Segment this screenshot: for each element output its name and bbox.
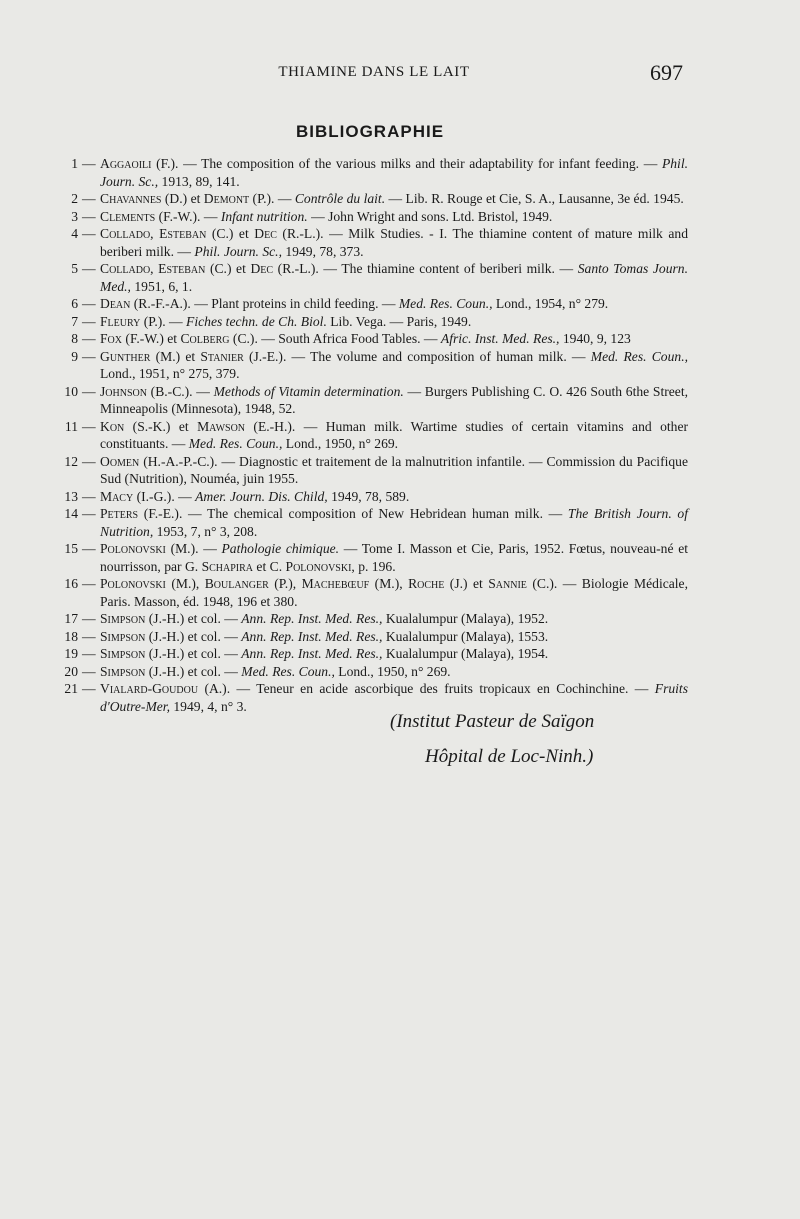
reference-number: 12	[64, 453, 78, 469]
reference-number: 2	[71, 191, 78, 206]
section-title: BIBLIOGRAPHIE	[295, 122, 445, 141]
source-title: Contrôle du lait.	[294, 191, 386, 206]
reference-number: 19	[64, 646, 78, 661]
reference-segment: (P.). —	[249, 191, 295, 206]
author-name: Oomen	[100, 453, 140, 469]
reference-number: 18	[64, 628, 78, 644]
running-title: THIAMINE DANS LE LAIT	[278, 64, 470, 80]
reference-text	[100, 190, 688, 208]
reference-segment: 1953, 7, n° 3, 208.	[153, 523, 258, 539]
reference-entry	[58, 225, 688, 260]
reference-entry	[58, 610, 688, 628]
author-name: Simpson	[100, 611, 146, 626]
reference-entry	[58, 348, 688, 383]
author-name: Vialard-Goudou	[100, 681, 199, 696]
reference-entry	[58, 260, 688, 295]
reference-segment: (S.-K.) et	[124, 418, 198, 434]
reference-dash: —	[82, 191, 96, 206]
reference-entry	[58, 208, 688, 226]
reference-text	[100, 418, 688, 453]
reference-segment: 1951, 6, 1.	[130, 278, 193, 294]
reference-number: 6	[71, 296, 78, 311]
author-name: Stanier	[200, 348, 244, 364]
reference-text	[100, 348, 688, 383]
author-name: Simpson	[100, 646, 146, 661]
author-name: Sannie	[488, 576, 527, 591]
reference-dash: —	[82, 261, 96, 276]
reference-number: 10	[64, 383, 78, 399]
reference-number: 16	[64, 576, 78, 591]
reference-segment: (D.) et	[161, 191, 204, 206]
page-number: 697	[650, 60, 683, 85]
reference-segment: (R.-F.-A.). — Plant proteins in child feeding. —	[130, 296, 399, 311]
reference-segment: (M.),	[369, 576, 409, 591]
reference-entry	[58, 645, 688, 663]
reference-segment: — Tome I. Masson et Cie, Paris, 1952. Fœtus, nouveau-né et nourrisson, par G.	[100, 541, 689, 574]
signature-institution: (Institut Pasteur de Saïgon	[390, 711, 595, 732]
signature-hospital: Hôpital de Loc-Ninh.)	[425, 746, 594, 767]
reference-dash: —	[82, 611, 96, 626]
reference-text	[100, 383, 688, 418]
reference-segment: Lond., 1950, n° 269.	[282, 436, 399, 451]
reference-segment: Lib. Vega. — Paris, 1949.	[326, 313, 472, 329]
reference-entry	[58, 628, 688, 646]
reference-number: 20	[64, 663, 78, 679]
source-title: Amer. Journ. Dis. Child,	[195, 488, 328, 504]
reference-segment: — Burgers Publishing C. O. 426 South 6the Street, Minneapolis (Minnesota), 1948, 52.	[100, 383, 688, 416]
reference-entry	[58, 330, 688, 348]
reference-segment: (M.) et	[150, 348, 201, 364]
reference-number: 17	[64, 611, 78, 626]
author-name: Dean	[100, 296, 131, 311]
reference-text	[100, 260, 688, 295]
reference-text	[100, 453, 688, 488]
reference-segment: (M.),	[165, 576, 205, 591]
reference-dash: —	[82, 681, 96, 696]
reference-dash: —	[82, 313, 96, 329]
reference-text	[100, 208, 688, 226]
reference-segment: (C.). — South Africa Food Tables. —	[229, 331, 441, 346]
author-name: Simpson	[100, 663, 146, 679]
source-title: Med. Res. Coun.,	[590, 348, 688, 364]
reference-dash: —	[82, 296, 96, 311]
reference-text	[100, 610, 688, 628]
reference-segment: (C.) et	[206, 226, 255, 241]
reference-segment: (B.-C.). —	[146, 383, 214, 399]
reference-segment: Kualalumpur (Malaya), 1952.	[382, 611, 549, 626]
author-name: Collado, Esteban	[100, 261, 206, 276]
reference-segment: (C.). — Biologie Médicale, Paris. Masson, éd. 1948, 196 et 380.	[100, 576, 688, 609]
author-name: Simpson	[100, 628, 146, 644]
reference-text	[100, 155, 688, 190]
reference-segment: 1949, 78, 589.	[327, 488, 410, 504]
reference-dash: —	[82, 226, 96, 241]
reference-dash: —	[82, 331, 96, 346]
reference-entry	[58, 418, 688, 453]
reference-text	[100, 313, 688, 331]
author-name: Fox	[100, 331, 123, 346]
reference-text	[100, 645, 688, 663]
reference-entry	[58, 575, 688, 610]
reference-segment: (J.) et	[444, 576, 489, 591]
reference-segment: (J.-H.) et col. —	[145, 646, 242, 661]
reference-segment: (C.) et	[205, 261, 251, 276]
source-title: Fruits d'Outre-Mer,	[100, 681, 688, 714]
source-title: Afric. Inst. Med. Res.,	[440, 331, 560, 346]
author-name: Machebœuf	[301, 576, 370, 591]
reference-segment: (F.). — The composition of the various milks and their adaptability for infant feeding. —	[151, 156, 662, 171]
reference-segment: (P.). —	[140, 313, 187, 329]
reference-entry	[58, 295, 688, 313]
reference-number: 5	[71, 261, 78, 276]
reference-number: 4	[71, 226, 78, 241]
source-title: Ann. Rep. Inst. Med. Res.,	[241, 611, 383, 626]
reference-number: 1	[71, 156, 78, 171]
reference-number: 14	[64, 506, 78, 521]
author-name: Chavannes	[100, 191, 162, 206]
source-title: Methods of Vitamin determination.	[213, 383, 404, 399]
reference-text	[100, 330, 688, 348]
reference-text	[100, 680, 688, 715]
reference-number: 8	[71, 331, 78, 346]
reference-segment: (J.-H.) et col. —	[145, 628, 242, 644]
source-title: The British Journ. of Nutrition,	[100, 506, 688, 539]
reference-entry	[58, 313, 688, 331]
reference-dash: —	[82, 418, 96, 434]
reference-segment: Kualalumpur (Malaya), 1553.	[382, 628, 549, 644]
reference-segment: (R.-L.). — Milk Studies. - I. The thiamine content of mature milk and beriberi milk. —	[100, 226, 688, 259]
reference-segment: (A.). — Teneur en acide ascorbique des fruits tropicaux en Cochinchine. —	[198, 681, 655, 696]
reference-number: 15	[64, 541, 78, 556]
reference-segment: — John Wright and sons. Ltd. Bristol, 1949.	[307, 208, 553, 224]
reference-dash: —	[82, 348, 96, 364]
reference-number: 3	[71, 208, 78, 224]
reference-text	[100, 295, 688, 313]
reference-entry	[58, 155, 688, 190]
reference-entry	[58, 663, 688, 681]
source-title: Pathologie chimique.	[221, 541, 340, 556]
bibliography-list	[58, 155, 688, 715]
reference-text	[100, 628, 688, 646]
author-name: Fleury	[100, 313, 141, 329]
reference-dash: —	[82, 576, 96, 591]
reference-segment: (F.-W.) et	[122, 331, 181, 346]
reference-number: 21	[64, 681, 78, 696]
author-name: Colberg	[180, 331, 230, 346]
reference-segment: 1949, 78, 373.	[281, 243, 364, 259]
reference-dash: —	[82, 156, 96, 171]
reference-entry	[58, 383, 688, 418]
reference-segment: (J.-E.). — The volume and composition of human milk. —	[243, 348, 591, 364]
reference-segment: 1913, 89, 141.	[158, 173, 240, 189]
source-title: Ann. Rep. Inst. Med. Res.,	[241, 646, 383, 661]
reference-text	[100, 540, 688, 575]
reference-segment: Lond., 1954, n° 279.	[492, 296, 609, 311]
reference-dash: —	[82, 506, 96, 521]
source-title: Fiches techn. de Ch. Biol.	[186, 313, 327, 329]
reference-dash: —	[82, 663, 96, 679]
author-name: Clements	[100, 208, 156, 224]
source-title: Phil. Journ. Sc.,	[194, 243, 282, 259]
reference-segment: et C.	[253, 558, 286, 574]
reference-text	[100, 488, 688, 506]
reference-dash: —	[82, 453, 96, 469]
reference-segment: (J.-H.) et col. —	[145, 611, 242, 626]
reference-segment: (H.-A.-P.-C.). — Diagnostic et traitement de la malnutrition infantile. — Commission du Pacifique Sud (Nutrition), Nouméa, juin 1955.	[100, 453, 688, 486]
author-name: Polonovski	[285, 558, 352, 574]
reference-text	[100, 505, 688, 540]
source-title: Santo Tomas Journ. Med.,	[100, 261, 688, 294]
source-title: Ann. Rep. Inst. Med. Res.,	[241, 628, 383, 644]
author-name: Dec	[254, 226, 277, 241]
reference-segment: 1949, 4, n° 3.	[169, 698, 247, 714]
reference-entry	[58, 540, 688, 575]
reference-entry	[58, 190, 688, 208]
reference-number: 9	[71, 348, 78, 364]
source-title: Phil. Journ. Sc.,	[100, 156, 688, 189]
reference-entry	[58, 453, 688, 488]
reference-segment: Kualalumpur (Malaya), 1954.	[382, 646, 549, 661]
author-name: Mawson	[197, 418, 246, 434]
reference-dash: —	[82, 383, 96, 399]
reference-segment: Lond., 1951, n° 275, 379.	[100, 366, 240, 381]
reference-text	[100, 225, 688, 260]
reference-number: 11	[64, 418, 78, 434]
reference-segment: (F.-W.). —	[155, 208, 221, 224]
reference-dash: —	[82, 488, 96, 504]
reference-dash: —	[82, 646, 96, 661]
author-name: Polonovski	[100, 541, 166, 556]
reference-dash: —	[82, 628, 96, 644]
reference-text	[100, 575, 688, 610]
reference-segment: 1940, 9, 123	[559, 331, 631, 346]
author-name: Peters	[100, 506, 139, 521]
reference-entry	[58, 505, 688, 540]
reference-segment: Lond., 1950, n° 269.	[334, 663, 451, 679]
reference-segment: (P.),	[268, 576, 302, 591]
reference-segment: (J.-H.) et col. —	[145, 663, 242, 679]
reference-segment: (F.-E.). — The chemical composition of New Hebridean human milk. —	[138, 506, 568, 521]
author-name: Dec	[250, 261, 274, 276]
source-title: Med. Res. Coun.,	[188, 436, 283, 451]
reference-entry	[58, 680, 688, 715]
reference-entry	[58, 488, 688, 506]
reference-number: 13	[64, 488, 78, 504]
source-title: Med. Res. Coun.,	[241, 663, 335, 679]
source-title: Med. Res. Coun.,	[398, 296, 493, 311]
reference-number: 7	[71, 313, 78, 329]
author-name: Kon	[100, 418, 125, 434]
reference-segment: (E.-H.). — Human milk. Wartime studies of certain vitamins and other constituants. —	[100, 418, 688, 451]
author-name: Aggaoili	[100, 156, 152, 171]
author-name: Schapira	[201, 558, 254, 574]
author-name: Polonovski	[100, 576, 166, 591]
author-name: Macy	[100, 488, 134, 504]
author-name: Roche	[408, 576, 445, 591]
reference-segment: (R.-L.). — The thiamine content of beriberi milk. —	[273, 261, 578, 276]
source-title: Infant nutrition.	[220, 208, 308, 224]
author-name: Demont	[203, 191, 250, 206]
author-name: Johnson	[100, 383, 147, 399]
author-name: Collado, Esteban	[100, 226, 207, 241]
reference-segment: (I.-G.). —	[133, 488, 196, 504]
reference-dash: —	[82, 208, 96, 224]
reference-segment: , p. 196.	[351, 558, 396, 574]
author-name: Boulanger	[204, 576, 269, 591]
author-name: Gunther	[100, 348, 151, 364]
reference-dash: —	[82, 541, 96, 556]
reference-segment: — Lib. R. Rouge et Cie, S. A., Lausanne, 3e éd. 1945.	[385, 191, 684, 206]
reference-text	[100, 663, 688, 681]
reference-segment: (M.). —	[165, 541, 222, 556]
